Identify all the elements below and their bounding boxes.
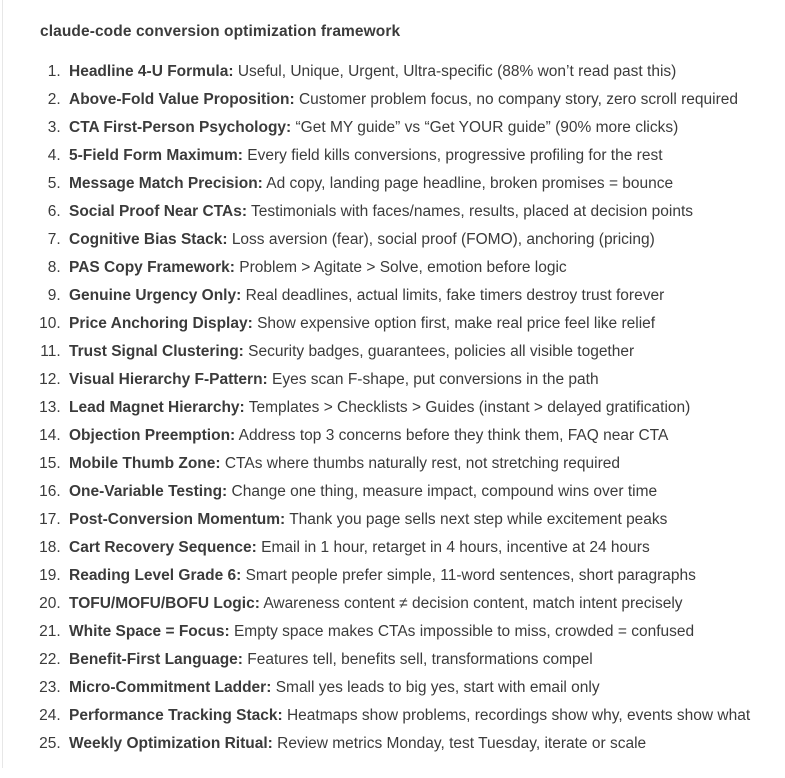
item-text: Features tell, benefits sell, transformations compel bbox=[247, 651, 593, 668]
left-edge-rule bbox=[2, 0, 3, 768]
item-label: Above-Fold Value Proposition: bbox=[69, 91, 295, 108]
list-item bbox=[65, 422, 767, 450]
item-label: Benefit-First Language: bbox=[69, 651, 243, 668]
item-label: Message Match Precision: bbox=[69, 175, 263, 192]
item-label: Weekly Optimization Ritual: bbox=[69, 735, 273, 752]
item-text: Small yes leads to big yes, start with email only bbox=[275, 679, 600, 696]
item-text: Customer problem focus, no company story, zero scroll required bbox=[298, 91, 738, 108]
item-text: Every field kills conversions, progressive profiling for the rest bbox=[247, 147, 663, 164]
list-item bbox=[65, 142, 767, 170]
item-text: Security badges, guarantees, policies all visible together bbox=[248, 343, 635, 360]
item-text: Awareness content ≠ decision content, match intent precisely bbox=[263, 595, 683, 612]
list-item bbox=[65, 730, 767, 758]
list-item bbox=[65, 618, 767, 646]
item-text: Show expensive option first, make real price feel like relief bbox=[257, 315, 656, 332]
list-item bbox=[65, 86, 767, 114]
list-item bbox=[65, 674, 767, 702]
item-label: CTA First-Person Psychology: bbox=[69, 119, 292, 136]
item-label: One-Variable Testing: bbox=[69, 483, 228, 500]
item-label: Mobile Thumb Zone: bbox=[69, 455, 221, 472]
item-text: Real deadlines, actual limits, fake timers destroy trust forever bbox=[245, 287, 665, 304]
item-text: Testimonials with faces/names, results, placed at decision points bbox=[251, 203, 694, 220]
item-label: Reading Level Grade 6: bbox=[69, 567, 242, 584]
item-text: Eyes scan F-shape, put conversions in the path bbox=[272, 371, 599, 388]
item-label: Cognitive Bias Stack: bbox=[69, 231, 228, 248]
item-text: Empty space makes CTAs impossible to miss, crowded = confused bbox=[233, 623, 695, 640]
list-item bbox=[65, 114, 767, 142]
list-item bbox=[65, 226, 767, 254]
list-item bbox=[65, 254, 767, 282]
item-label: Price Anchoring Display: bbox=[69, 315, 253, 332]
item-label: Trust Signal Clustering: bbox=[69, 343, 244, 360]
item-label: PAS Copy Framework: bbox=[69, 259, 235, 276]
item-label: TOFU/MOFU/BOFU Logic: bbox=[69, 595, 260, 612]
item-label: Post-Conversion Momentum: bbox=[69, 511, 286, 528]
item-text: Ad copy, landing page headline, broken promises = bounce bbox=[266, 175, 674, 192]
item-label: 5-Field Form Maximum: bbox=[69, 147, 243, 164]
item-text: Loss aversion (fear), social proof (FOMO), anchoring (pricing) bbox=[231, 231, 655, 248]
item-text: Review metrics Monday, test Tuesday, iterate or scale bbox=[277, 735, 647, 752]
item-text: Change one thing, measure impact, compound wins over time bbox=[231, 483, 658, 500]
item-text: CTAs where thumbs naturally rest, not stretching required bbox=[224, 455, 620, 472]
item-text: Email in 1 hour, retarget in 4 hours, incentive at 24 hours bbox=[261, 539, 650, 556]
item-label: Cart Recovery Sequence: bbox=[69, 539, 257, 556]
list-item bbox=[65, 562, 767, 590]
list-item bbox=[65, 338, 767, 366]
item-label: Lead Magnet Hierarchy: bbox=[69, 399, 245, 416]
list-item bbox=[65, 590, 767, 618]
page-title: claude-code conversion optimization framework bbox=[40, 23, 401, 40]
list-item bbox=[65, 646, 767, 674]
item-text: Heatmaps show problems, recordings show why, events show what bbox=[286, 707, 751, 724]
item-label: Micro-Commitment Ladder: bbox=[69, 679, 272, 696]
list-item bbox=[65, 282, 767, 310]
item-label: White Space = Focus: bbox=[69, 623, 230, 640]
item-label: Headline 4-U Formula: bbox=[69, 63, 234, 80]
item-label: Visual Hierarchy F-Pattern: bbox=[69, 371, 268, 388]
list-item bbox=[65, 702, 767, 730]
list-item bbox=[65, 506, 767, 534]
item-label: Performance Tracking Stack: bbox=[69, 707, 283, 724]
item-text: Useful, Unique, Urgent, Ultra-specific (88% won’t read past this) bbox=[237, 63, 677, 80]
item-text: Templates > Checklists > Guides (instant > delayed gratification) bbox=[248, 399, 691, 416]
framework-list bbox=[40, 58, 767, 758]
list-item bbox=[65, 198, 767, 226]
item-label: Objection Preemption: bbox=[69, 427, 236, 444]
list-item bbox=[65, 366, 767, 394]
list-item bbox=[65, 310, 767, 338]
list-item bbox=[65, 58, 767, 86]
list-item bbox=[65, 478, 767, 506]
list-item bbox=[65, 450, 767, 478]
item-text: Address top 3 concerns before they think them, FAQ near CTA bbox=[238, 427, 669, 444]
list-item bbox=[65, 170, 767, 198]
list-item bbox=[65, 534, 767, 562]
item-text: Problem > Agitate > Solve, emotion before logic bbox=[239, 259, 567, 276]
item-label: Social Proof Near CTAs: bbox=[69, 203, 248, 220]
item-text: Thank you page sells next step while excitement peaks bbox=[289, 511, 668, 528]
item-text: “Get MY guide” vs “Get YOUR guide” (90% more clicks) bbox=[295, 119, 679, 136]
item-label: Genuine Urgency Only: bbox=[69, 287, 242, 304]
list-item bbox=[65, 394, 767, 422]
item-text: Smart people prefer simple, 11-word sentences, short paragraphs bbox=[245, 567, 696, 584]
